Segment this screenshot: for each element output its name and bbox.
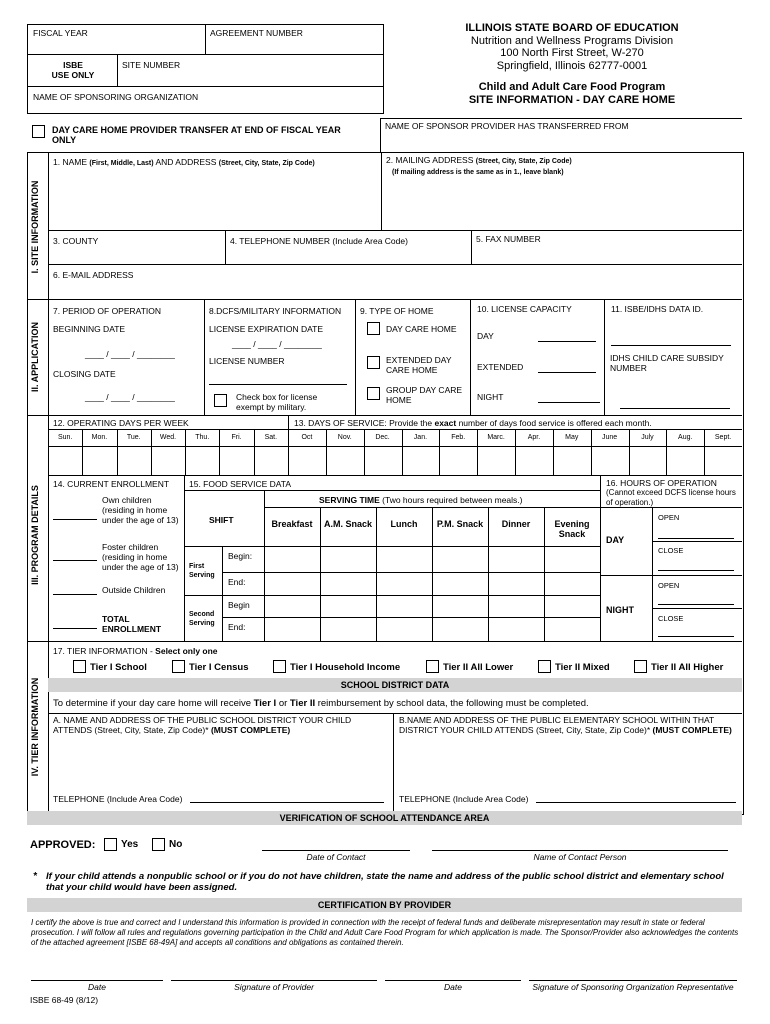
meal-divider (432, 507, 433, 641)
month-label-2: Dec. (375, 434, 390, 441)
approved-no-label: No (169, 839, 183, 850)
second-serving-label: Second Serving (189, 611, 215, 627)
month-label-10: Aug. (678, 434, 693, 441)
divider (604, 299, 605, 415)
dcfs-military-label: 8.DCFS/MILITARY INFORMATION (209, 306, 342, 316)
first-end-label: End: (228, 577, 246, 587)
shift-label: SHIFT (209, 515, 234, 525)
divider (355, 299, 356, 415)
transfer-label: DAY CARE HOME PROVIDER TRANSFER AT END OF FISCAL YEAR ONLY (52, 125, 341, 145)
divider (600, 475, 601, 641)
type-of-home-label: 9. TYPE OF HOME (360, 306, 434, 316)
month-label-7: May (565, 434, 579, 441)
isbe-idhs-label: 11. ISBE/IDHS DATA ID. (611, 304, 704, 314)
foster-children-label: Foster children (residing in home under the age of 13) (102, 542, 179, 572)
hours-day-label: DAY (606, 535, 625, 545)
month-input-3[interactable] (403, 447, 439, 474)
month-input-7[interactable] (554, 447, 590, 474)
tier-checkbox-0[interactable] (73, 660, 86, 673)
divider (27, 641, 742, 642)
month-label-6: Apr. (527, 434, 541, 441)
meal-header-4: Dinner (501, 519, 531, 529)
group-day-care-checkbox[interactable] (367, 387, 380, 400)
period-of-operation-label: 7. PERIOD OF OPERATION (53, 306, 161, 316)
capacity-night-input[interactable] (538, 402, 600, 403)
divider (381, 152, 382, 230)
meal-header-0: Breakfast (271, 519, 313, 529)
agency-name: ILLINOIS STATE BOARD OF EDUCATION (465, 22, 679, 34)
tier-option-4: Tier II Mixed (555, 662, 610, 673)
section-application: II. APPLICATION (30, 322, 40, 393)
month-label-11: Sept. (714, 434, 732, 441)
month-input-1[interactable] (327, 447, 363, 474)
sponsor-signature-input[interactable] (529, 980, 737, 981)
group-day-care-label: GROUP DAY CARE HOME (386, 385, 463, 405)
night-close-input[interactable] (658, 636, 734, 637)
name-address-field[interactable]: 1. NAME (First, Middle, Last) AND ADDRESS (Street, City, State, Zip Code) (53, 157, 315, 167)
divider (470, 299, 471, 415)
fiscal-year-field[interactable]: FISCAL YEAR (33, 28, 88, 38)
divider (27, 415, 742, 416)
month-input-0[interactable] (289, 447, 325, 474)
tier-instructions: To determine if your day care home will receive Tier I or Tier II reimbursement by school data, the following must be completed. (53, 698, 589, 709)
idhs-subsidy-input[interactable] (620, 408, 730, 409)
weekday-label-0: Sun. (57, 434, 73, 441)
weekday-input-4[interactable] (186, 447, 218, 474)
tier-checkbox-5[interactable] (634, 660, 647, 673)
telephone-field[interactable]: 4. TELEPHONE NUMBER (Include Area Code) (230, 236, 408, 246)
school-telephone-label: TELEPHONE (Include Area Code) (399, 794, 529, 804)
email-field[interactable]: 6. E-MAIL ADDRESS (53, 270, 134, 280)
tier-option-0: Tier I School (90, 662, 147, 673)
divider (184, 595, 600, 596)
second-begin-label: Begin (228, 600, 250, 610)
school-district-data-bar: SCHOOL DISTRICT DATA (48, 678, 742, 692)
meal-header-2: Lunch (390, 519, 418, 529)
weekday-label-3: Wed. (159, 434, 177, 441)
section-program-details: III. PROGRAM DETAILS (30, 485, 40, 585)
footnote-star: * (33, 871, 37, 882)
verification-bar: VERIFICATION OF SCHOOL ATTENDANCE AREA (27, 811, 742, 825)
capacity-extended-label: EXTENDED (477, 362, 524, 372)
agency-header (402, 22, 742, 106)
day-close-label: CLOSE (658, 546, 684, 555)
month-label-5: Marc. (487, 434, 505, 441)
total-enrollment-label: TOTAL ENROLLMENT (102, 614, 162, 634)
divider (600, 507, 742, 508)
school-telephone-input[interactable] (536, 802, 736, 803)
tier-option-3: Tier II All Lower (443, 662, 514, 673)
approved-label: APPROVED: (30, 839, 96, 851)
sponsoring-organization-field[interactable]: NAME OF SPONSORING ORGANIZATION (33, 92, 199, 102)
weekday-input-6[interactable] (255, 447, 287, 474)
night-open-label: OPEN (658, 581, 680, 590)
outside-children-input[interactable] (53, 594, 97, 595)
month-label-0: Oct (301, 434, 313, 441)
tier-checkbox-1[interactable] (172, 660, 185, 673)
divider (48, 264, 742, 265)
weekday-label-6: Sat. (264, 434, 278, 441)
meal-header-3: P.M. Snack (436, 519, 484, 529)
divider (184, 475, 185, 641)
form-title: SITE INFORMATION - DAY CARE HOME (468, 93, 676, 106)
sponsor-date-label: Date (444, 982, 462, 992)
certification-text: I certify the above is true and correct and I understand this information is provided in connection with the receipt of federal funds and deliberate misrepresentation may result in state or federal prosecution. I will follow all rules and regulations governing participation in the Child and Adult Care Food Program for which application is made. The Sponsor/Provider also acknowledges the contents of the attached agreement [ISBE 68-49A] and accepts all conditions and obligations as contained therein. (31, 918, 739, 947)
beginning-date-input[interactable]: ____ / ____ / ________ (85, 349, 175, 359)
divider (222, 546, 223, 641)
program-name: Child and Adult Care Food Program (478, 81, 666, 93)
hours-night-label: NIGHT (606, 605, 634, 615)
day-open-input[interactable] (658, 538, 734, 539)
divider (380, 118, 742, 119)
extended-day-care-label: EXTENDED DAY CARE HOME (386, 355, 452, 375)
contact-person-label: Name of Contact Person (533, 852, 627, 862)
hours-operation-label: 16. HOURS OF OPERATION (606, 478, 717, 488)
weekday-label-5: Fri. (231, 434, 242, 441)
license-exempt-checkbox[interactable] (214, 394, 227, 407)
days-of-service-label: 13. DAYS OF SERVICE: Provide the exact number of days food service is offered each month. (294, 418, 652, 428)
provider-date-input[interactable] (31, 980, 163, 981)
operating-days-label: 12. OPERATING DAYS PER WEEK (53, 418, 189, 428)
site-number-field[interactable]: SITE NUMBER (122, 60, 181, 70)
weekday-input-1[interactable] (83, 447, 115, 474)
capacity-extended-input[interactable] (538, 372, 596, 373)
day-close-input[interactable] (658, 570, 734, 571)
extended-day-care-checkbox[interactable] (367, 356, 380, 369)
day-care-home-label: DAY CARE HOME (386, 324, 457, 334)
divider (471, 230, 472, 264)
date-of-contact-input[interactable] (262, 850, 410, 851)
month-label-4: Feb. (451, 434, 466, 441)
idhs-subsidy-label: IDHS CHILD CARE SUBSIDY NUMBER (610, 353, 724, 373)
agency-division: Nutrition and Wellness Programs Division (470, 34, 674, 47)
district-telephone-label: TELEPHONE (Include Area Code) (53, 794, 183, 804)
agency-city: Springfield, Illinois 62777-0001 (496, 59, 648, 72)
divider (184, 546, 600, 547)
night-close-label: CLOSE (658, 614, 684, 623)
month-label-9: July (641, 434, 654, 441)
divider (48, 713, 742, 714)
weekday-label-2: Tue. (126, 434, 141, 441)
meal-divider (376, 507, 377, 641)
divider (225, 230, 226, 264)
divider (27, 86, 383, 87)
food-service-label: 15. FOOD SERVICE DATA (189, 479, 292, 489)
provider-date-label: Date (88, 982, 106, 992)
capacity-day-label: DAY (477, 331, 494, 341)
school-district-field[interactable]: A. NAME AND ADDRESS OF THE PUBLIC SCHOOL DISTRICT YOUR CHILD ATTENDS (Street, City, State, Zip Code)* (MUST COMPLETE) (53, 715, 352, 735)
divider (264, 490, 265, 641)
outside-children-label: Outside Children (102, 585, 166, 595)
hours-operation-note: (Cannot exceed DCFS license hours of operation.) (606, 488, 736, 507)
capacity-day-input[interactable] (538, 341, 596, 342)
day-open-label: OPEN (658, 513, 680, 522)
divider (205, 24, 206, 54)
foster-children-input[interactable] (53, 560, 97, 561)
license-exempt-label: Check box for license exempt by military. (236, 392, 318, 412)
agreement-number-field[interactable]: AGREEMENT NUMBER (210, 28, 303, 38)
month-label-8: June (601, 434, 618, 441)
second-end-label: End: (228, 622, 246, 632)
tier-checkbox-4[interactable] (538, 660, 551, 673)
meal-header-5: Evening Snack (554, 519, 590, 539)
footnote-text: If your child attends a nonpublic school or if you do not have children, state the name and address of the public school district and elementary school that your child would have been assigned. (46, 871, 724, 893)
approved-no-checkbox[interactable] (152, 838, 165, 851)
divider (652, 541, 742, 542)
meal-divider (488, 507, 489, 641)
certification-bar: CERTIFICATION BY PROVIDER (27, 898, 742, 912)
month-input-10[interactable] (667, 447, 703, 474)
approved-yes-label: Yes (121, 839, 139, 850)
county-field[interactable]: 3. COUNTY (53, 236, 99, 246)
tier-checkbox-3[interactable] (426, 660, 439, 673)
contact-person-input[interactable] (432, 850, 728, 851)
divider (380, 118, 381, 152)
tier-option-2: Tier I Household Income (290, 662, 401, 673)
first-begin-label: Begin: (228, 551, 253, 561)
divider (48, 475, 742, 476)
provider-signature-input[interactable] (171, 980, 377, 981)
mailing-address-note: (If mailing address is the same as in 1., leave blank) (392, 169, 564, 176)
meal-divider (544, 507, 545, 641)
isbe-idhs-input[interactable] (611, 345, 731, 346)
meal-header-1: A.M. Snack (323, 519, 372, 529)
section-site-information: I. SITE INFORMATION (30, 180, 40, 274)
elementary-school-field[interactable]: B.NAME AND ADDRESS OF THE PUBLIC ELEMENTARY SCHOOL WITHIN THAT DISTRICT YOUR CHILD ATTENDS (Street, City, State, Zip Code)* (MUST COMPLETE) (399, 715, 732, 735)
license-expiration-label: LICENSE EXPIRATION DATE (209, 324, 323, 334)
month-input-2[interactable] (365, 447, 401, 474)
form-id: ISBE 68-49 (8/12) (30, 995, 99, 1005)
capacity-night-label: NIGHT (477, 392, 504, 402)
divider (393, 713, 394, 813)
first-serving-label: First Serving (189, 563, 215, 579)
agency-street: 100 North First Street, W-270 (500, 47, 644, 59)
weekday-input-5[interactable] (220, 447, 252, 474)
transfer-checkbox[interactable] (32, 125, 45, 138)
date-of-contact-label: Date of Contact (306, 852, 366, 862)
provider-signature-label: Signature of Provider (234, 982, 314, 992)
tier-option-5: Tier II All Higher (651, 662, 724, 673)
divider (600, 575, 742, 576)
weekday-label-1: Mon. (91, 434, 108, 441)
own-children-input[interactable] (53, 519, 97, 520)
divider (117, 54, 118, 86)
weekday-input-3[interactable] (152, 447, 184, 474)
divider (652, 507, 653, 641)
day-care-home-checkbox[interactable] (367, 322, 380, 335)
license-capacity-label: 10. LICENSE CAPACITY (477, 304, 572, 314)
sponsor-transferred-field[interactable]: NAME OF SPONSOR PROVIDER HAS TRANSFERRED FROM (385, 121, 629, 131)
beginning-date-label: BEGINNING DATE (53, 324, 126, 334)
weekday-label-4: Thu. (195, 434, 210, 441)
fax-field[interactable]: 5. FAX NUMBER (476, 234, 541, 244)
total-enrollment-input[interactable] (53, 628, 97, 629)
divider (48, 230, 742, 231)
closing-date-input[interactable]: ____ / ____ / ________ (85, 392, 175, 402)
license-expiration-input[interactable]: ____ / ____ / ________ (232, 339, 322, 349)
night-open-input[interactable] (658, 604, 734, 605)
mailing-address-field[interactable]: 2. MAILING ADDRESS (Street, City, State, Zip Code) (386, 155, 572, 165)
weekday-input-2[interactable] (118, 447, 150, 474)
tier-option-1: Tier I Census (189, 662, 249, 673)
section-tier-information: IV. TIER INFORMATION (30, 677, 40, 777)
divider (27, 299, 742, 300)
license-number-input[interactable] (209, 384, 347, 385)
divider (652, 608, 742, 609)
month-input-5[interactable] (478, 447, 514, 474)
closing-date-label: CLOSING DATE (53, 369, 116, 379)
month-label-3: Jan. (413, 434, 428, 441)
divider (27, 54, 383, 55)
month-label-1: Nov. (337, 434, 352, 441)
month-input-4[interactable] (440, 447, 476, 474)
current-enrollment-label: 14. CURRENT ENROLLMENT (53, 479, 170, 489)
isbe-use-only-label: ISBE USE ONLY (51, 60, 95, 80)
divider (48, 429, 742, 430)
sponsor-date-input[interactable] (385, 980, 521, 981)
tier-checkbox-2[interactable] (273, 660, 286, 673)
divider (184, 490, 600, 491)
district-telephone-input[interactable] (190, 802, 384, 803)
approved-yes-checkbox[interactable] (104, 838, 117, 851)
sponsor-signature-label: Signature of Sponsoring Organization Representative (532, 982, 734, 992)
weekday-input-0[interactable] (49, 447, 81, 474)
tier-info-label: 17. TIER INFORMATION - Select only one (53, 646, 218, 656)
serving-time-label: SERVING TIME (Two hours required between meals.) (319, 495, 523, 505)
month-input-6[interactable] (516, 447, 552, 474)
month-input-11[interactable] (705, 447, 741, 474)
divider (204, 299, 205, 415)
month-input-8[interactable] (592, 447, 628, 474)
month-input-9[interactable] (630, 447, 666, 474)
license-number-label: LICENSE NUMBER (209, 356, 285, 366)
meal-divider (320, 507, 321, 641)
own-children-label: Own children (residing in home under the age of 13) (102, 495, 179, 525)
